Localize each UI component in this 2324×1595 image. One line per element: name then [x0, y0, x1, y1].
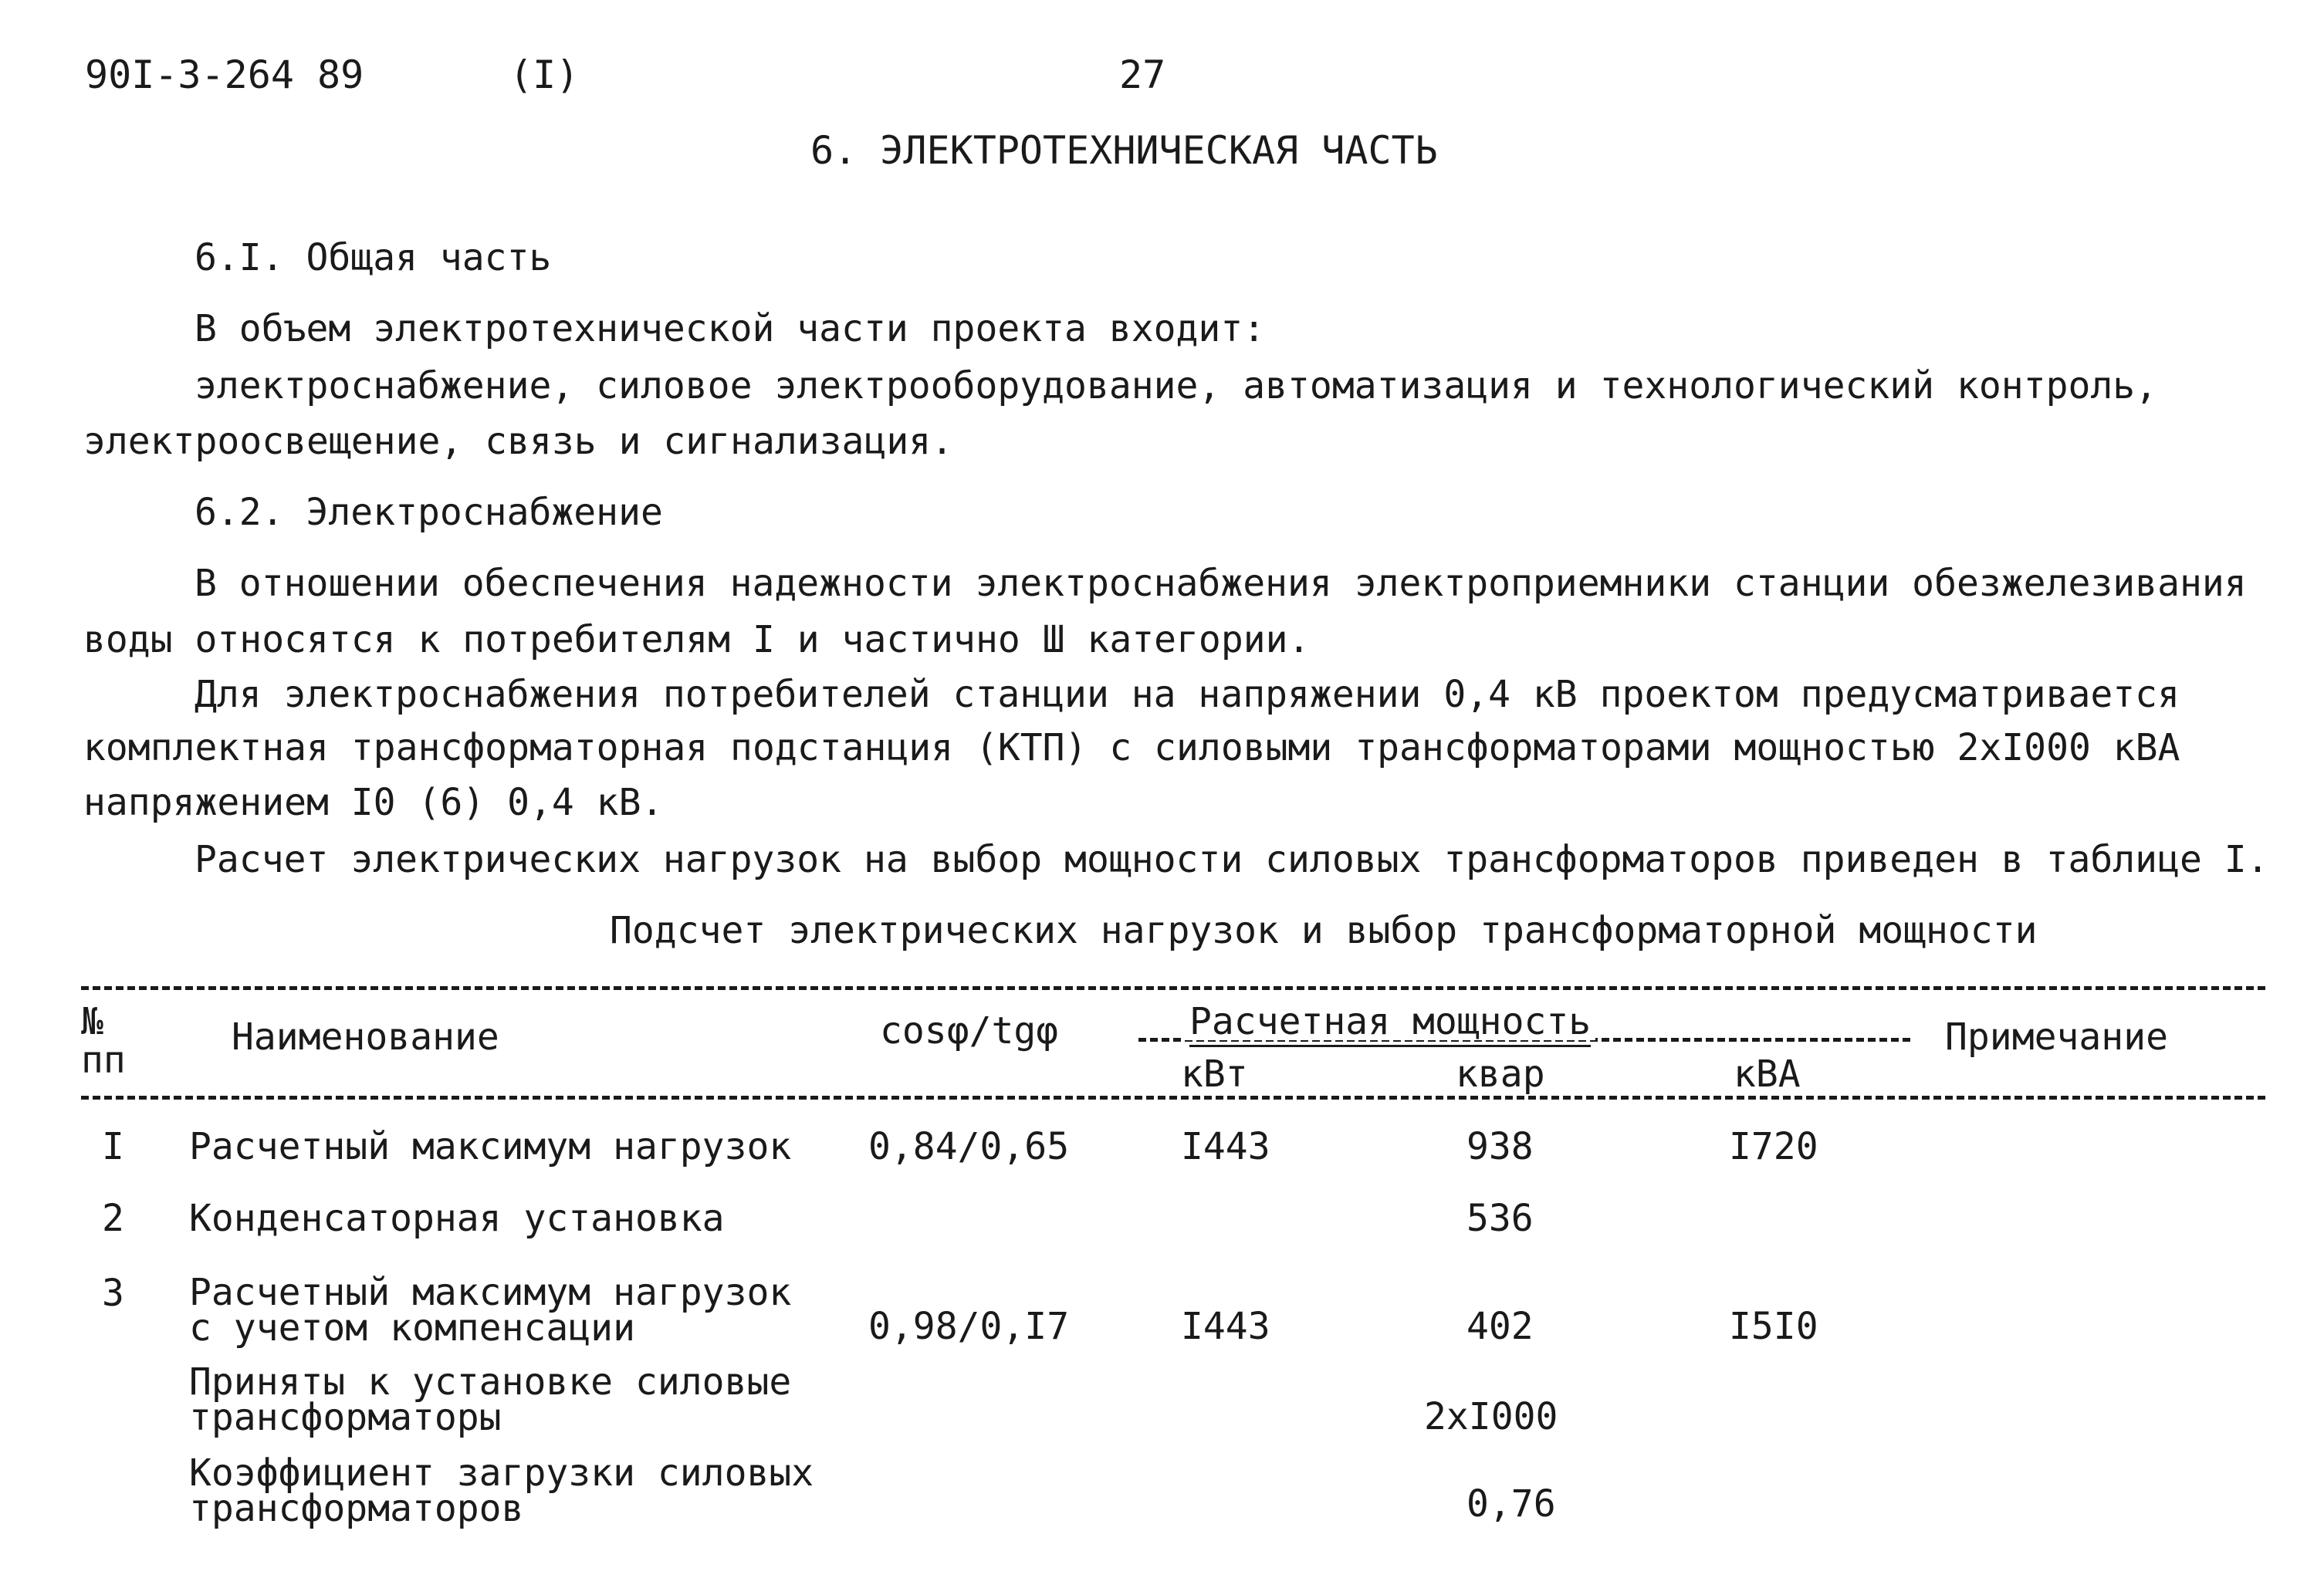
row-5-name-line-1: Коэффициент загрузки силовых: [189, 1451, 814, 1495]
paragraph-2-line-1: Для электроснабжения потребителей станции на напряжении 0,4 кВ проектом предусматривается: [195, 673, 2180, 716]
row-1-kw: I443: [1181, 1125, 1270, 1168]
row-3-name-line-2: с учетом компенсации: [189, 1306, 635, 1350]
header-cos-tg: cosφ/tgφ: [880, 1009, 1059, 1053]
table-top-rule: [81, 986, 2265, 990]
header-kvar: квар: [1451, 1056, 1550, 1093]
table-caption: Подсчет электрических нагрузок и выбор трансформаторной мощности: [610, 909, 2038, 952]
header-num-pp: пп: [81, 1039, 126, 1082]
paragraph-2-line-3: напряжением I0 (6) 0,4 кВ.: [83, 781, 664, 824]
header-kva: кВА: [1729, 1056, 1805, 1093]
row-4-name-line-2: трансформаторы: [189, 1396, 502, 1439]
row-2-num: 2: [102, 1197, 124, 1240]
row-1-cos: 0,84/0,65: [868, 1125, 1070, 1168]
paragraph-2-line-2: комплектная трансформаторная подстанция (КТП) с силовыми трансформаторами мощностью 2хI000 кВА: [83, 726, 2180, 769]
row-1-num: I: [102, 1125, 124, 1168]
header-power-group-text: Расчетная мощность: [1189, 1000, 1591, 1047]
row-1-name: Расчетный максимум нагрузок: [189, 1125, 792, 1168]
header-kw: кВт: [1181, 1056, 1253, 1093]
s61-intro: В объем электротехнической части проекта входит:: [195, 307, 1266, 350]
row-3-kw: I443: [1181, 1305, 1270, 1348]
section-title: 6. ЭЛЕКТРОТЕХНИЧЕСКАЯ ЧАСТЬ: [810, 128, 1438, 173]
row-5-name-line-2: трансформаторов: [189, 1487, 524, 1530]
header-power-group: [1185, 1000, 1595, 1043]
row-3-kva: I5I0: [1729, 1305, 1818, 1348]
document-code: 90I-3-264 89: [85, 52, 364, 97]
paragraph-1-line-1: В отношении обеспечения надежности электроснабжения электроприемники станции обезжелезивания: [195, 562, 2247, 605]
row-3-cos: 0,98/0,I7: [868, 1305, 1070, 1348]
subsection-6-1-title: 6.I. Общая часть: [195, 236, 552, 279]
page-number: 27: [1119, 52, 1166, 97]
s61-list-line-2: электроосвещение, связь и сигнализация.: [83, 420, 954, 463]
s61-list-line-1: электроснабжение, силовое электрооборудование, автоматизация и технологический контроль,: [195, 364, 2158, 407]
row-5-kvar: 0,76: [1466, 1482, 1556, 1526]
row-4-name-line-1: Приняты к установке силовые: [189, 1360, 792, 1404]
row-3-num: 3: [102, 1272, 124, 1315]
header-name: Наименование: [232, 1015, 499, 1059]
table-header-rule: [81, 1096, 2265, 1100]
row-2-name: Конденсаторная установка: [189, 1197, 725, 1240]
header-num-symbol: №: [81, 1000, 103, 1043]
subsection-6-2-title: 6.2. Электроснабжение: [195, 491, 663, 534]
row-2-kvar: 536: [1466, 1197, 1534, 1240]
document-part: (I): [509, 52, 580, 97]
row-1-kva: I720: [1729, 1125, 1818, 1168]
paragraph-3-line-1: Расчет электрических нагрузок на выбор мощности силовых трансформаторов приведен в таблице I.: [195, 838, 2269, 881]
header-note: Примечание: [1945, 1015, 2168, 1059]
row-3-kvar: 402: [1466, 1305, 1534, 1348]
row-1-kvar: 938: [1466, 1125, 1534, 1168]
row-3-name-line-1: Расчетный максимум нагрузок: [189, 1271, 792, 1314]
paragraph-1-line-2: воды относятся к потребителям I и частично Ш категории.: [83, 618, 1311, 661]
row-4-kvar: 2хI000: [1424, 1395, 1558, 1438]
